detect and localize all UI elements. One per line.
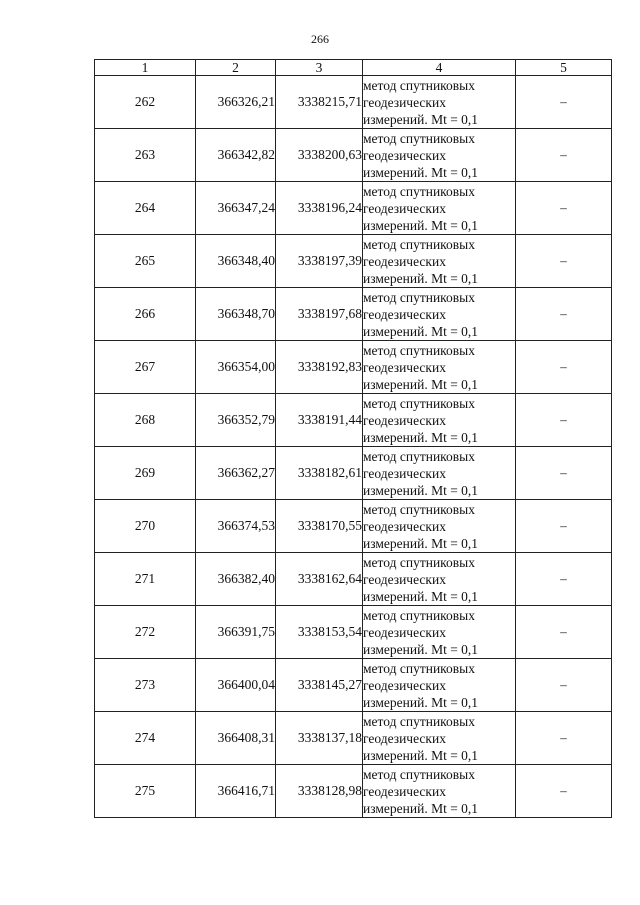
table-row xyxy=(95,500,612,553)
coordinate-x: 366352,79 xyxy=(196,394,276,447)
point-number: 272 xyxy=(95,606,196,659)
method-line: измерений. Mt = 0,1 xyxy=(363,429,479,445)
column-header: 4 xyxy=(363,60,516,76)
note-cell: – xyxy=(516,76,612,129)
point-number: 263 xyxy=(95,129,196,182)
method-description xyxy=(363,712,516,765)
note-cell: – xyxy=(516,712,612,765)
column-header: 2 xyxy=(196,60,276,76)
method-description xyxy=(363,447,516,500)
method-line: измерений. Mt = 0,1 xyxy=(363,694,479,710)
coordinate-x: 366342,82 xyxy=(196,129,276,182)
coordinate-x: 366382,40 xyxy=(196,553,276,606)
coordinate-y: 3338197,39 xyxy=(276,235,363,288)
coordinate-x: 366354,00 xyxy=(196,341,276,394)
method-line: геодезических xyxy=(363,571,446,587)
point-number: 271 xyxy=(95,553,196,606)
coordinates-table xyxy=(94,59,612,818)
method-line: геодезических xyxy=(363,730,446,746)
method-line: геодезических xyxy=(363,359,446,375)
method-description xyxy=(363,129,516,182)
table-row xyxy=(95,235,612,288)
method-description xyxy=(363,553,516,606)
table-row xyxy=(95,394,612,447)
coordinate-y: 3338192,83 xyxy=(276,341,363,394)
method-description xyxy=(363,765,516,818)
point-number: 269 xyxy=(95,447,196,500)
point-number: 270 xyxy=(95,500,196,553)
point-number: 268 xyxy=(95,394,196,447)
note-cell: – xyxy=(516,129,612,182)
note-cell: – xyxy=(516,235,612,288)
coordinate-y: 3338137,18 xyxy=(276,712,363,765)
note-cell: – xyxy=(516,500,612,553)
table-header-row xyxy=(95,60,612,76)
method-line: метод спутниковых xyxy=(363,501,475,517)
method-line: измерений. Mt = 0,1 xyxy=(363,800,479,816)
table-row xyxy=(95,606,612,659)
coordinate-y: 3338215,71 xyxy=(276,76,363,129)
method-line: метод спутниковых xyxy=(363,342,475,358)
column-header: 1 xyxy=(95,60,196,76)
point-number: 266 xyxy=(95,288,196,341)
table-row xyxy=(95,765,612,818)
method-line: измерений. Mt = 0,1 xyxy=(363,164,479,180)
method-line: геодезических xyxy=(363,465,446,481)
table-row xyxy=(95,129,612,182)
point-number: 265 xyxy=(95,235,196,288)
method-description xyxy=(363,394,516,447)
coordinate-x: 366374,53 xyxy=(196,500,276,553)
method-line: геодезических xyxy=(363,412,446,428)
column-header: 3 xyxy=(276,60,363,76)
coordinate-y: 3338196,24 xyxy=(276,182,363,235)
method-description xyxy=(363,341,516,394)
method-line: метод спутниковых xyxy=(363,236,475,252)
method-line: метод спутниковых xyxy=(363,448,475,464)
table-row xyxy=(95,659,612,712)
point-number: 262 xyxy=(95,76,196,129)
coordinate-x: 366348,40 xyxy=(196,235,276,288)
method-line: геодезических xyxy=(363,306,446,322)
table-row xyxy=(95,341,612,394)
table-body xyxy=(95,76,612,818)
method-line: измерений. Mt = 0,1 xyxy=(363,111,479,127)
coordinate-x: 366348,70 xyxy=(196,288,276,341)
coordinate-y: 3338200,63 xyxy=(276,129,363,182)
coordinate-y: 3338153,54 xyxy=(276,606,363,659)
point-number: 264 xyxy=(95,182,196,235)
method-line: метод спутниковых xyxy=(363,289,475,305)
table-row xyxy=(95,288,612,341)
coordinate-x: 366408,31 xyxy=(196,712,276,765)
note-cell: – xyxy=(516,553,612,606)
coordinate-x: 366416,71 xyxy=(196,765,276,818)
method-line: измерений. Mt = 0,1 xyxy=(363,641,479,657)
method-line: измерений. Mt = 0,1 xyxy=(363,270,479,286)
page-number: 266 xyxy=(311,32,329,46)
note-cell: – xyxy=(516,288,612,341)
table-row xyxy=(95,447,612,500)
note-cell: – xyxy=(516,765,612,818)
method-line: геодезических xyxy=(363,200,446,216)
method-description xyxy=(363,606,516,659)
column-header: 5 xyxy=(516,60,612,76)
coordinate-x: 366400,04 xyxy=(196,659,276,712)
method-line: метод спутниковых xyxy=(363,130,475,146)
method-description xyxy=(363,500,516,553)
note-cell: – xyxy=(516,394,612,447)
coordinate-y: 3338128,98 xyxy=(276,765,363,818)
method-line: метод спутниковых xyxy=(363,766,475,782)
method-line: измерений. Mt = 0,1 xyxy=(363,376,479,392)
method-description xyxy=(363,659,516,712)
method-line: метод спутниковых xyxy=(363,713,475,729)
method-line: измерений. Mt = 0,1 xyxy=(363,217,479,233)
table-row xyxy=(95,553,612,606)
method-line: метод спутниковых xyxy=(363,607,475,623)
coordinate-x: 366362,27 xyxy=(196,447,276,500)
method-line: геодезических xyxy=(363,518,446,534)
coordinate-y: 3338197,68 xyxy=(276,288,363,341)
point-number: 274 xyxy=(95,712,196,765)
method-line: метод спутниковых xyxy=(363,395,475,411)
note-cell: – xyxy=(516,182,612,235)
coordinate-y: 3338170,55 xyxy=(276,500,363,553)
coordinate-y: 3338145,27 xyxy=(276,659,363,712)
table-row xyxy=(95,76,612,129)
note-cell: – xyxy=(516,447,612,500)
table-row xyxy=(95,182,612,235)
method-line: метод спутниковых xyxy=(363,554,475,570)
method-line: геодезических xyxy=(363,624,446,640)
method-description xyxy=(363,182,516,235)
coordinate-x: 366391,75 xyxy=(196,606,276,659)
method-description xyxy=(363,288,516,341)
method-line: геодезических xyxy=(363,147,446,163)
method-line: измерений. Mt = 0,1 xyxy=(363,588,479,604)
method-line: метод спутниковых xyxy=(363,77,475,93)
method-description xyxy=(363,76,516,129)
note-cell: – xyxy=(516,341,612,394)
method-line: геодезических xyxy=(363,94,446,110)
method-line: метод спутниковых xyxy=(363,660,475,676)
method-line: измерений. Mt = 0,1 xyxy=(363,482,479,498)
method-line: измерений. Mt = 0,1 xyxy=(363,747,479,763)
method-line: измерений. Mt = 0,1 xyxy=(363,323,479,339)
coordinate-x: 366347,24 xyxy=(196,182,276,235)
method-line: геодезических xyxy=(363,783,446,799)
method-line: метод спутниковых xyxy=(363,183,475,199)
note-cell: – xyxy=(516,659,612,712)
method-line: геодезических xyxy=(363,677,446,693)
method-line: геодезических xyxy=(363,253,446,269)
point-number: 275 xyxy=(95,765,196,818)
point-number: 273 xyxy=(95,659,196,712)
coordinate-y: 3338191,44 xyxy=(276,394,363,447)
coordinate-y: 3338162,64 xyxy=(276,553,363,606)
point-number: 267 xyxy=(95,341,196,394)
method-description xyxy=(363,235,516,288)
note-cell: – xyxy=(516,606,612,659)
table-row xyxy=(95,712,612,765)
method-line: измерений. Mt = 0,1 xyxy=(363,535,479,551)
coordinate-y: 3338182,61 xyxy=(276,447,363,500)
coordinate-x: 366326,21 xyxy=(196,76,276,129)
